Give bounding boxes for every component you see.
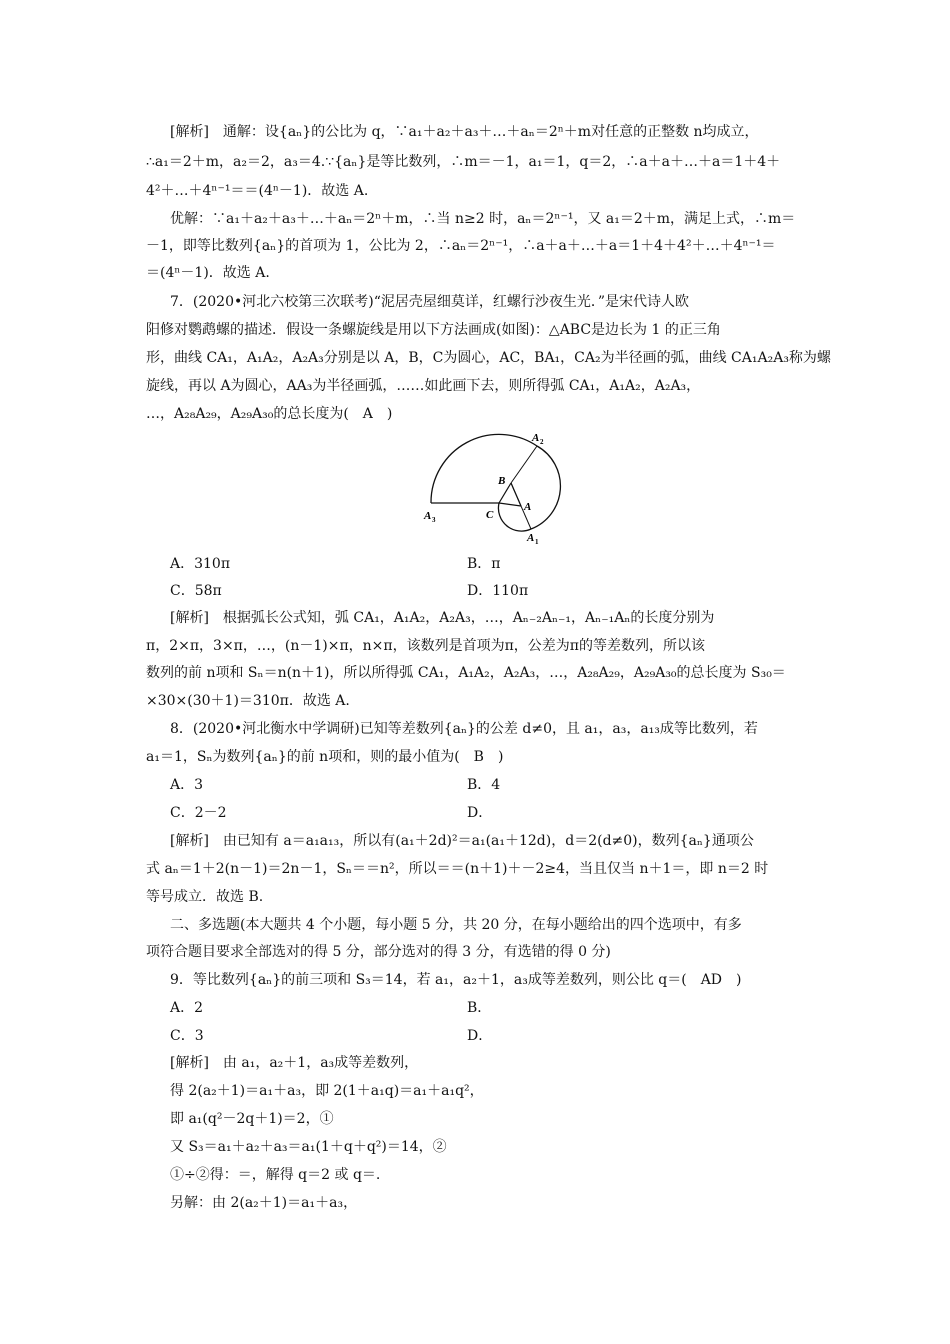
label-a3: A <box>424 510 432 522</box>
option-b: B． <box>467 1000 492 1016</box>
analysis-line: 式 aₙ＝1＋2(n－1)＝2n－1，Sₙ＝＝n²，所以＝＝(n＋1)＋－2≥4，当且仅当 n＋1＝，即 n＝2 时 <box>146 861 769 877</box>
option-d: D．110π <box>467 583 529 599</box>
analysis-line: [解析] 由 a₁，a₂＋1，a₃成等差数列， <box>170 1055 419 1071</box>
option-c: C．2－2 <box>170 805 227 821</box>
question-8-text: a₁＝1，Sₙ为数列{aₙ}的前 n项和，则的最小值为( B ) <box>146 749 504 765</box>
side-ca <box>499 503 521 506</box>
question-7-text: 旋线，再以 A为圆心，AA₃为半径画弧，……如此画下去，则所得弧 CA₁，A₁A₂，A₂A₃， <box>146 378 701 394</box>
question-9-text: 9．等比数列{aₙ}的前三项和 S₃＝14，若 a₁，a₂＋1，a₃成等差数列，则公比 q＝( AD ) <box>170 972 742 988</box>
analysis-line: ＝(4ⁿ－1)．故选 A. <box>146 265 270 281</box>
analysis-line: [解析] 通解：设{aₙ}的公比为 q，∵a₁＋a₂＋a₃＋…＋aₙ＝2ⁿ＋m对任意的正整数 n均成立， <box>170 124 759 140</box>
analysis-line: 又 S₃＝a₁＋a₂＋a₃＝a₁(1＋q＋q²)＝14，② <box>170 1139 447 1155</box>
analysis-line: 4²＋…＋4ⁿ⁻¹＝＝(4ⁿ－1)．故选 A. <box>146 183 369 199</box>
question-7-text: …，A₂₈A₂₉，A₂₉A₃₀的总长度为( A ) <box>146 406 393 422</box>
question-7-text: 形，曲线 CA₁，A₁A₂，A₂A₃分别是以 A，B，C为圆心，AC，BA₁，CA₂为半径画的弧，曲线 CA₁A₂A₃称为螺 <box>146 350 831 366</box>
analysis-line: 得 2(a₂＋1)＝a₁＋a₃，即 2(1＋a₁q)＝a₁＋a₁q²， <box>170 1083 484 1099</box>
radius-b-a2 <box>511 446 537 483</box>
question-8-text: 8．(2020•河北衡水中学调研)已知等差数列{aₙ}的公差 d≠0，且 a₁，a₃，a₁₃成等比数列，若 <box>170 721 758 737</box>
analysis-line: 另解：由 2(a₂＋1)＝a₁＋a₃， <box>170 1195 358 1211</box>
analysis-line: [解析] 由已知有 a＝a₁a₁₃，所以有(a₁＋2d)²＝a₁(a₁＋12d)，d＝2(d≠0)，数列{aₙ}通项公 <box>170 833 754 849</box>
option-c: C．3 <box>170 1028 204 1044</box>
spiral-figure <box>420 428 570 548</box>
label-b: B <box>498 475 506 487</box>
analysis-line: 即 a₁(q²－2q＋1)＝2，① <box>170 1111 334 1127</box>
label-c: C <box>486 509 494 521</box>
arc-a1-a2 <box>531 446 560 529</box>
option-a: A．3 <box>170 777 204 793</box>
label-a2: A <box>532 432 540 444</box>
analysis-line: [解析] 根据弧长公式知，弧 CA₁，A₁A₂，A₂A₃，…，Aₙ₋₂Aₙ₋₁，Aₙ₋₁Aₙ的长度分别为 <box>170 610 715 626</box>
analysis-line: 优解：∵a₁＋a₂＋a₃＋…＋aₙ＝2ⁿ＋m，∴当 n≥2 时，aₙ＝2ⁿ⁻¹，又 a₁＝2＋m，满足上式，∴m＝ <box>170 211 796 227</box>
label-a: A <box>524 501 532 513</box>
label-a1: A <box>527 532 535 544</box>
analysis-line: π，2×π，3×π，…，(n－1)×π，n×π，该数列是首项为π，公差为π的等差数列，所以该 <box>146 638 706 654</box>
option-b: B．4 <box>467 777 501 793</box>
analysis-line: 数列的前 n项和 Sₙ＝n(n＋1)，所以所得弧 CA₁，A₁A₂，A₂A₃，…，A₂₈A₂₉，A₂₉A₃₀的总长度为 S₃₀＝ <box>146 665 786 681</box>
option-a: A．2 <box>170 1000 204 1016</box>
analysis-line: －1，即等比数列{aₙ}的首项为 1，公比为 2，∴aₙ＝2ⁿ⁻¹，∴a＋a＋…＋a＝1＋4＋4²＋…＋4ⁿ⁻¹＝ <box>146 238 776 254</box>
label-a1-sub: 1 <box>535 538 539 546</box>
analysis-line: 等号成立．故选 B. <box>146 889 264 905</box>
section-heading: 二、多选题(本大题共 4 个小题，每小题 5 分，共 20 分，在每小题给出的四个选项中，有多 <box>170 917 742 933</box>
analysis-line: ①÷②得：＝，解得 q＝2 或 q＝. <box>170 1167 381 1183</box>
question-7-text: 阳修对鹦鹉螺的描述．假设一条螺旋线是用以下方法画成(如图)：△ABC是边长为 1 的正三角 <box>146 322 721 338</box>
analysis-line: ×30×(30＋1)＝310π．故选 A. <box>146 693 350 709</box>
option-d: D． <box>467 805 493 821</box>
label-a3-sub: 3 <box>432 516 436 524</box>
label-a2-sub: 2 <box>540 438 544 446</box>
option-a: A．310π <box>170 556 231 572</box>
analysis-line: ∴a₁＝2＋m，a₂＝2，a₃＝4.∵{aₙ}是等比数列，∴m＝－1，a₁＝1，q＝2，∴a＋a＋…＋a＝1＋4＋ <box>146 154 781 170</box>
option-d: D． <box>467 1028 493 1044</box>
section-heading: 项符合题目要求全部选对的得 5 分，部分选对的得 3 分，有选错的得 0 分) <box>146 944 611 960</box>
option-b: B．π <box>467 556 501 572</box>
question-7-text: 7．(2020•河北六校第三次联考)“泥居壳屋细莫详，红螺行沙夜生光．”是宋代诗人欧 <box>170 294 690 310</box>
option-c: C．58π <box>170 583 222 599</box>
